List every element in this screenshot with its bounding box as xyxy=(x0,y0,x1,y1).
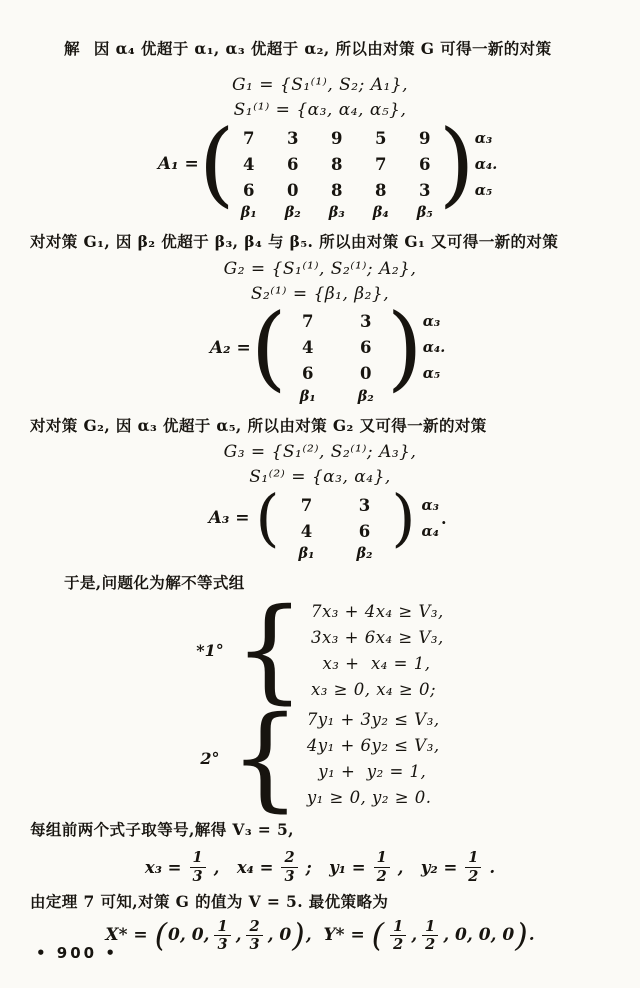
col-label: β₅ xyxy=(416,204,433,222)
x-star-fraction-2: $\frac{2}{3}$ xyxy=(246,918,262,954)
paragraph-4: 于是,问题化为解不等式组 xyxy=(64,573,245,593)
page-number: • 900 • xyxy=(36,944,118,962)
col-label: β₃ xyxy=(328,204,345,222)
inequality-system-1 xyxy=(30,585,610,716)
x4-label: x₄ = xyxy=(236,857,274,877)
right-paren-icon: ) xyxy=(292,916,305,955)
matrix-a3-period: . xyxy=(440,508,447,528)
matrix-a2-label: A₂ = xyxy=(209,337,251,358)
y1-label: y₁ = xyxy=(329,857,366,877)
y-star-values: , 0, 0, 0 xyxy=(443,925,515,946)
system-line: x₃ + x₄ = 1, xyxy=(311,654,431,674)
equation-g2: G₂ = {S₁⁽¹⁾, S₂⁽¹⁾; A₂}, xyxy=(223,258,417,279)
paragraph-3: 对对策 G₂, 因 α₃ 优超于 α₅, 所以由对策 G₂ 又可得一新的对策 xyxy=(30,415,487,435)
matrix-cell: 4 xyxy=(242,154,255,174)
system-1-lines xyxy=(311,599,444,703)
separator: , xyxy=(397,857,415,877)
solution-label: 解 xyxy=(64,38,80,58)
paragraph-6: 由定理 7 可知,对策 G 的值为 V = 5. 最优策略为 xyxy=(30,892,389,912)
matrix-a3-label: A₃ = xyxy=(208,508,250,529)
equation-s1-1: S₁⁽¹⁾ = {α₃, α₄, α₅}, xyxy=(233,100,407,121)
system-line: 7y₁ + 3y₂ ≤ V₃, xyxy=(306,710,440,730)
left-brace-icon: { xyxy=(229,693,301,824)
col-label: β₁ xyxy=(240,204,257,222)
matrix-a3-grid xyxy=(277,492,393,544)
solution-values-line xyxy=(30,849,610,885)
matrix-cell: 7 xyxy=(301,312,314,332)
matrix-cell: 3 xyxy=(358,495,371,515)
matrix-cell: 7 xyxy=(242,128,255,148)
matrix-cell: 6 xyxy=(358,521,371,541)
row-label: α₅ xyxy=(422,365,441,383)
solution-paragraph xyxy=(30,38,610,60)
matrix-cell: 3 xyxy=(286,128,299,148)
inequality-system-2 xyxy=(30,693,610,824)
matrix-cell: 6 xyxy=(418,154,431,174)
matrix-a3 xyxy=(193,481,447,563)
matrix-cell: 8 xyxy=(374,180,387,200)
matrix-a3-row-labels xyxy=(421,492,439,544)
matrix-cell: 7 xyxy=(374,154,387,174)
row-label: α₃ xyxy=(474,129,493,147)
period: . xyxy=(489,857,496,877)
matrix-a1-grid xyxy=(227,125,447,203)
col-label: β₂ xyxy=(284,204,301,222)
x-star-label: X* = xyxy=(105,925,154,946)
system-line: 7x₃ + 4x₄ ≥ V₃, xyxy=(311,602,444,622)
equation-s2-1: S₂⁽¹⁾ = {β₁, β₂}, xyxy=(250,283,390,304)
x-star-values: , 0 xyxy=(267,925,292,946)
matrix-cell: 8 xyxy=(330,180,343,200)
y-star-label: Y* = xyxy=(323,925,371,946)
row-label: α₅ xyxy=(474,181,493,199)
matrix-cell: 9 xyxy=(418,128,431,148)
period: . xyxy=(528,925,535,946)
x-star-fraction-1: $\frac{1}{3}$ xyxy=(214,918,230,954)
y1-fraction: $\frac{1}{2}$ xyxy=(374,849,390,885)
matrix-a2-grid xyxy=(279,309,395,387)
row-label: α₄. xyxy=(474,155,498,173)
col-label: β₁ xyxy=(298,545,315,563)
right-paren-icon: ) xyxy=(386,293,423,401)
x-star-values: 0, 0, xyxy=(168,925,210,946)
matrix-a1-label: A₁ = xyxy=(157,154,199,175)
row-label: α₄ xyxy=(421,522,439,540)
separator: ; xyxy=(305,857,324,877)
system-1-number: *1° xyxy=(196,641,224,661)
x3-fraction: $\frac{1}{3}$ xyxy=(190,849,206,885)
right-paren-icon: ) xyxy=(438,110,475,218)
matrix-cell: 6 xyxy=(242,180,255,200)
comma: , xyxy=(305,925,324,946)
y-star-fraction-1: $\frac{1}{2}$ xyxy=(390,918,406,954)
comma: , xyxy=(235,925,242,946)
paragraph-1-text: 因 α₄ 优超于 α₁, α₃ 优超于 α₂, 所以由对策 G 可得一新的对策 xyxy=(93,38,552,58)
equation-g3: G₃ = {S₁⁽²⁾, S₂⁽¹⁾; A₃}, xyxy=(223,442,417,463)
row-label: α₃ xyxy=(421,496,439,514)
equation-s1-2: S₁⁽²⁾ = {α₃, α₄}, xyxy=(249,467,391,488)
x3-label: x₃ = xyxy=(144,857,182,877)
col-label: β₄ xyxy=(372,204,389,222)
col-label: β₂ xyxy=(356,545,373,563)
left-paren-icon: ( xyxy=(154,916,168,955)
comma: , xyxy=(411,925,418,946)
matrix-a1-row-labels xyxy=(475,125,498,203)
system-2-number: 2° xyxy=(200,749,220,769)
left-paren-icon: ( xyxy=(255,481,280,555)
y-star-fraction-2: $\frac{1}{2}$ xyxy=(422,918,438,954)
matrix-cell: 0 xyxy=(286,180,299,200)
separator: , xyxy=(213,857,231,877)
equation-g1: G₁ = {S₁⁽¹⁾, S₂; A₁}, xyxy=(231,75,409,96)
right-paren-icon: ) xyxy=(515,916,528,955)
matrix-a2-row-labels xyxy=(423,309,446,387)
row-label: α₄. xyxy=(422,339,446,357)
paragraph-2: 对对策 G₁, 因 β₂ 优超于 β₃, β₄ 与 β₅. 所以由对策 G₁ 又可得一新的对策 xyxy=(30,232,559,252)
matrix-cell: 9 xyxy=(330,128,343,148)
matrix-cell: 4 xyxy=(301,338,314,358)
left-paren-icon: ( xyxy=(198,110,235,218)
matrix-a3-col-labels xyxy=(277,545,446,562)
system-line: 4y₁ + 6y₂ ≤ V₃, xyxy=(306,736,440,756)
left-brace-icon: { xyxy=(233,585,305,716)
y2-label: y₂ = xyxy=(420,857,458,877)
matrix-cell: 6 xyxy=(301,364,314,384)
matrix-cell: 6 xyxy=(359,338,372,358)
row-label: α₃ xyxy=(422,313,441,331)
matrix-cell: 7 xyxy=(300,495,313,515)
col-label: β₁ xyxy=(299,387,316,405)
matrix-cell: 3 xyxy=(359,312,372,332)
y2-fraction: $\frac{1}{2}$ xyxy=(465,849,481,885)
left-paren-icon: ( xyxy=(250,293,287,401)
system-line: y₁ ≥ 0, y₂ ≥ 0. xyxy=(306,788,432,808)
matrix-cell: 4 xyxy=(300,521,313,541)
system-line: x₃ ≥ 0, x₄ ≥ 0; xyxy=(311,680,437,700)
paragraph-5: 每组前两个式子取等号,解得 V₃ = 5, xyxy=(30,819,294,839)
system-line: 3x₃ + 6x₄ ≥ V₃, xyxy=(311,628,444,648)
matrix-cell: 8 xyxy=(330,154,343,174)
matrix-cell: 3 xyxy=(418,180,431,200)
system-2-lines xyxy=(307,707,440,811)
matrix-cell: 0 xyxy=(359,364,372,384)
left-paren-icon: ( xyxy=(371,916,385,955)
right-paren-icon: ) xyxy=(391,481,416,555)
system-line: y₁ + y₂ = 1, xyxy=(306,762,427,782)
matrix-cell: 6 xyxy=(286,154,299,174)
x4-fraction: $\frac{2}{3}$ xyxy=(281,849,297,885)
matrix-cell: 5 xyxy=(374,128,387,148)
col-label: β₂ xyxy=(357,387,374,405)
